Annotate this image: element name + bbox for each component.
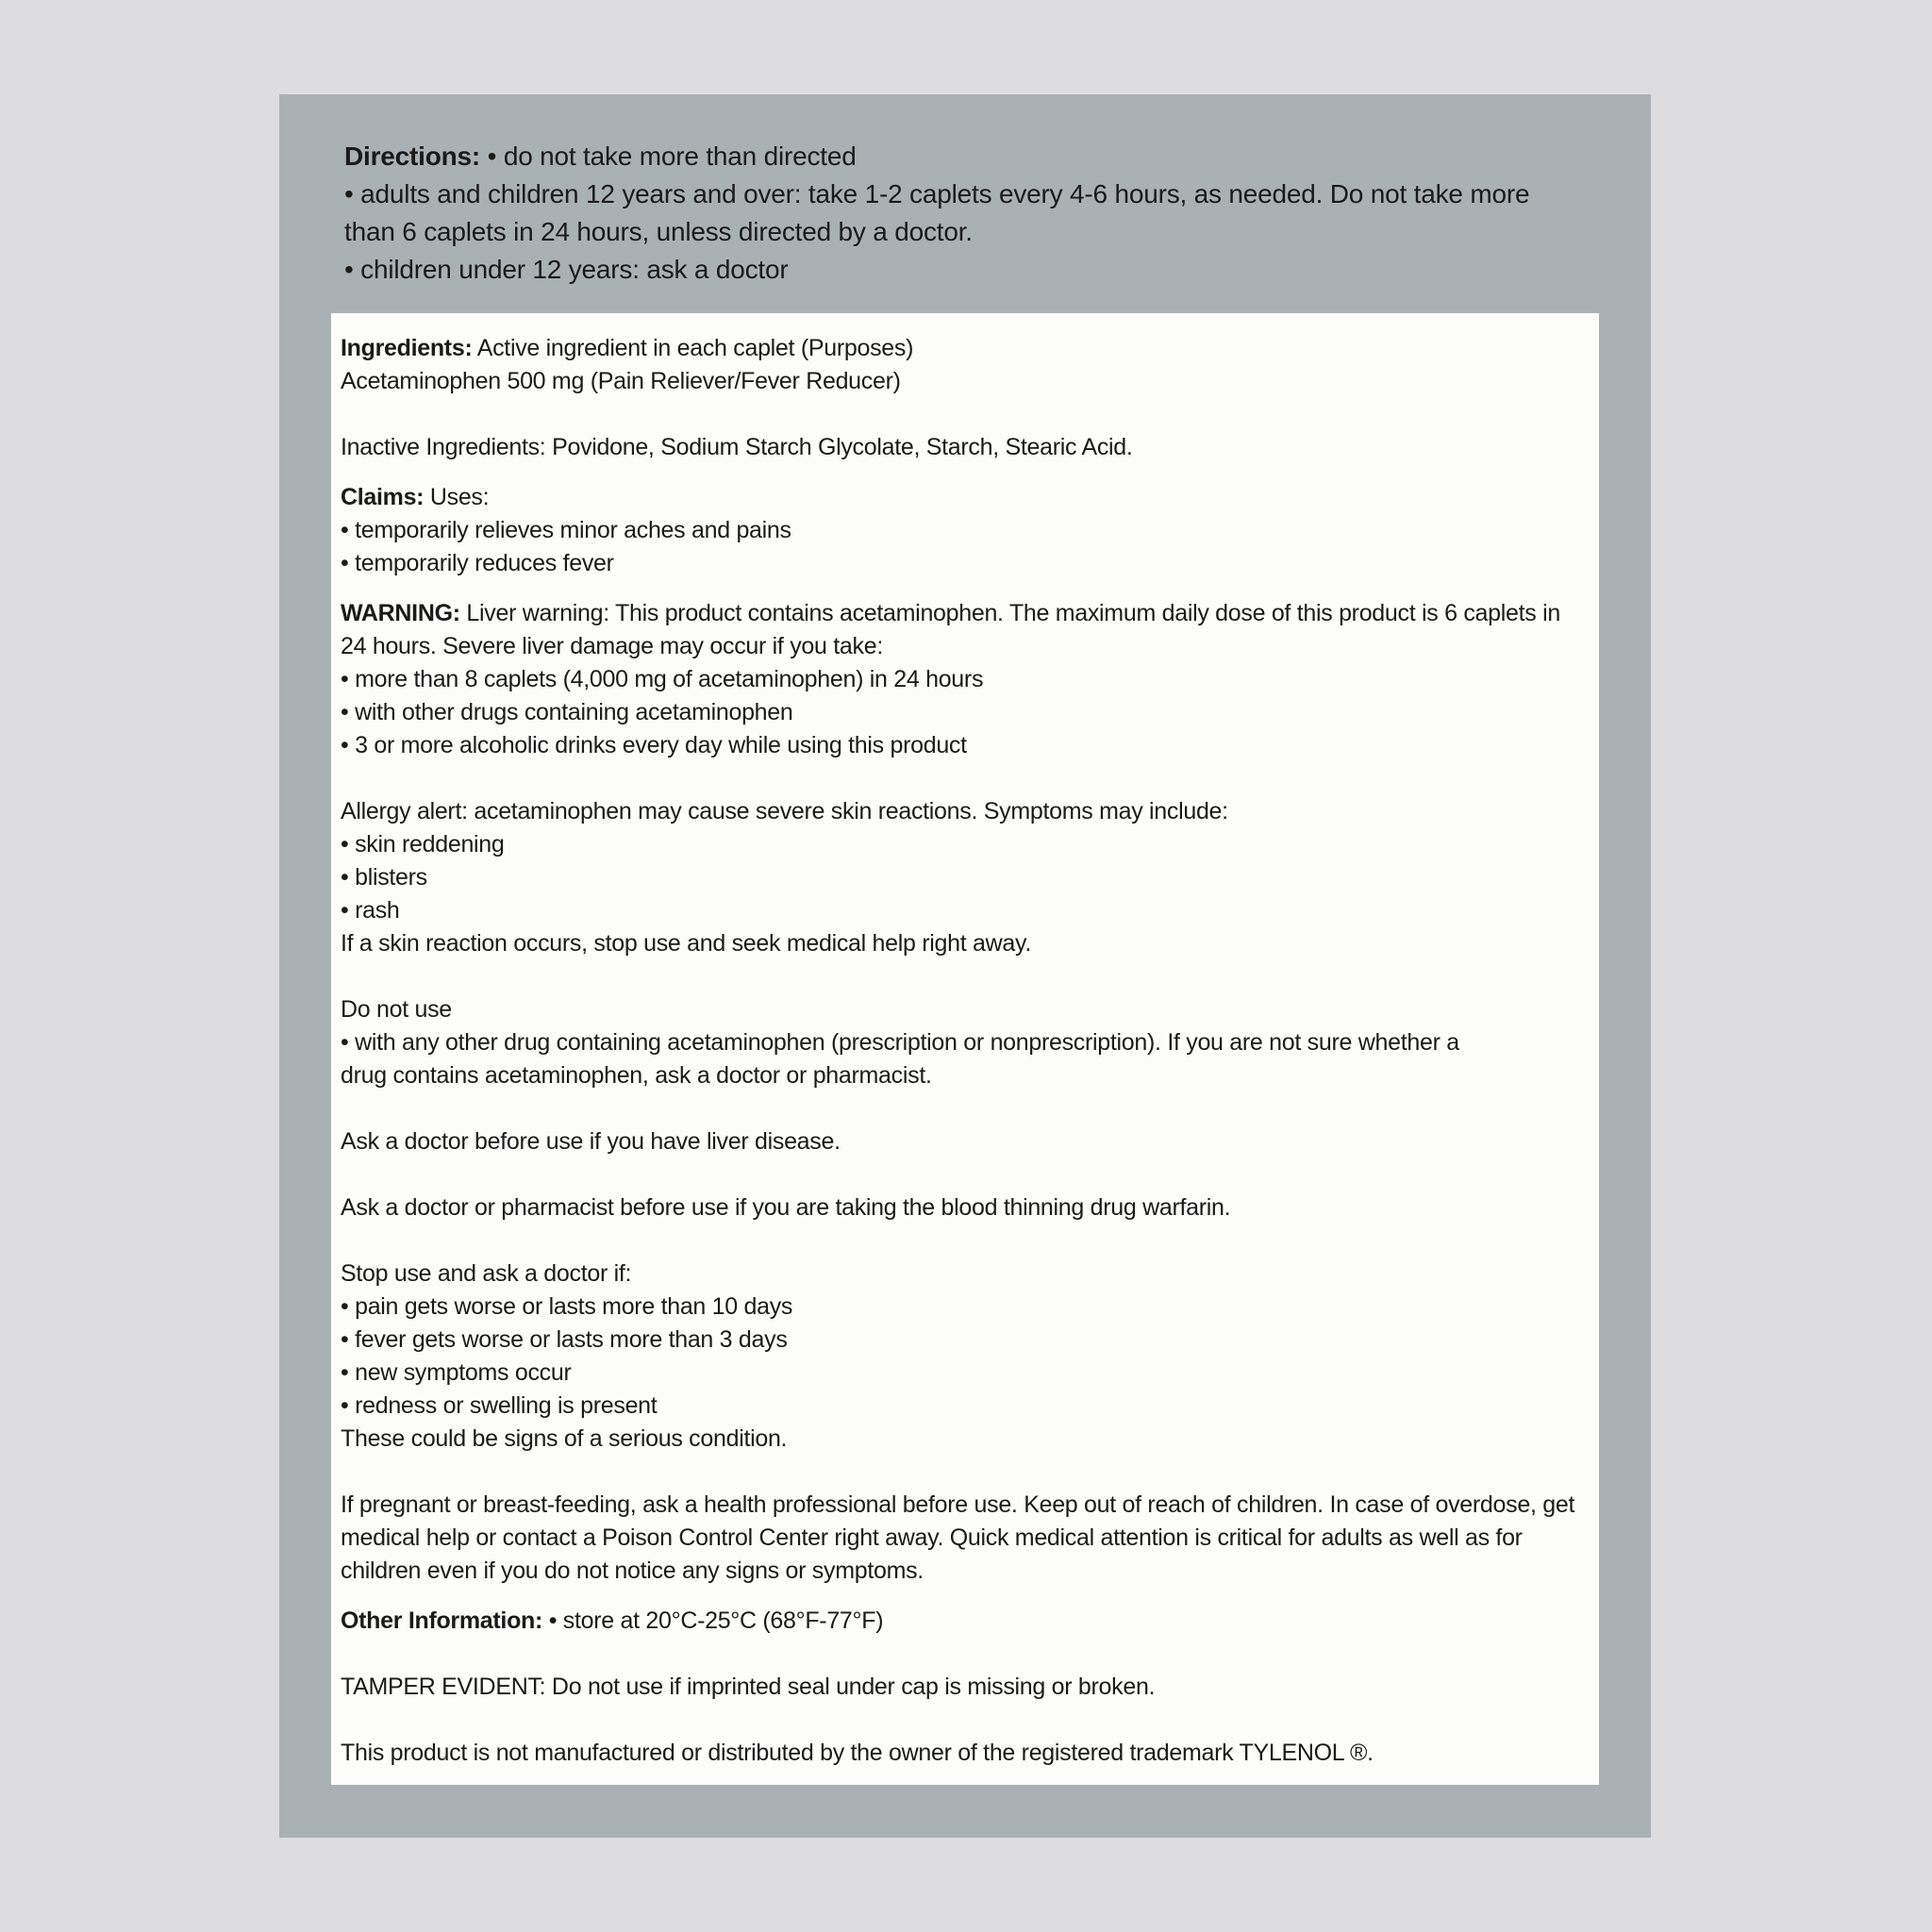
stop-use-item: • pain gets worse or lasts more than 10 days (341, 1293, 793, 1320)
directions-line (344, 138, 1608, 175)
directions-line: than 6 caplets in 24 hours, unless directed by a doctor. (344, 217, 973, 246)
allergy-item: • rash (341, 897, 400, 924)
other-info-text: • store at 20°C-25°C (68°F-77°F) (542, 1607, 884, 1634)
ingredients-line: Acetaminophen 500 mg (Pain Reliever/Fever Reducer) (341, 368, 901, 394)
warning-line: 24 hours. Severe liver damage may occur if you take: (341, 633, 883, 659)
allergy-outro: If a skin reaction occurs, stop use and seek medical help right away. (341, 930, 1031, 957)
other-info-heading: Other Information: (341, 1607, 543, 1634)
claims-item: • temporarily reduces fever (341, 550, 614, 576)
claims-text: Uses: (424, 484, 490, 510)
claims-heading: Claims: (341, 484, 425, 510)
pregnant-line: If pregnant or breast-feeding, ask a health professional before use. Keep out of reach of children. In case of overdose, get (341, 1491, 1575, 1518)
allergy-item: • blisters (341, 864, 427, 891)
stop-use-outro: These could be signs of a serious condition. (341, 1425, 788, 1452)
directions-heading: Directions: (344, 142, 481, 171)
tamper-evident: TAMPER EVIDENT: Do not use if imprinted seal under cap is missing or broken. (341, 1674, 1156, 1700)
allergy-intro: Allergy alert: acetaminophen may cause severe skin reactions. Symptoms may include: (341, 798, 1228, 824)
directions-section (344, 138, 1608, 289)
trademark-notice: This product is not manufactured or distributed by the owner of the registered trademark TYLENOL ®. (341, 1740, 1374, 1766)
stop-use-item: • redness or swelling is present (341, 1392, 658, 1419)
other-info-line (341, 1605, 1590, 1638)
inactive-ingredients: Inactive Ingredients: Povidone, Sodium Starch Glycolate, Starch, Stearic Acid. (341, 434, 1133, 460)
do-not-use-line: • with any other drug containing acetaminophen (prescription or nonprescription). If you are not sure whether a (341, 1029, 1459, 1056)
stop-use-item: • fever gets worse or lasts more than 3 days (341, 1326, 788, 1353)
warning-item: • 3 or more alcoholic drinks every day while using this product (341, 732, 967, 758)
warning-text: Liver warning: This product contains acetaminophen. The maximum daily dose of this product is 6 caplets in (459, 600, 1560, 626)
warning-line (341, 597, 1590, 630)
ingredients-text: Active ingredient in each caplet (Purposes) (472, 335, 914, 361)
ask-doctor-liver: Ask a doctor before use if you have liver disease. (341, 1128, 841, 1155)
warning-heading: WARNING: (341, 600, 460, 626)
ingredients-line (341, 332, 1590, 365)
stop-use-heading: Stop use and ask a doctor if: (341, 1260, 632, 1287)
ingredients-heading: Ingredients: (341, 335, 473, 361)
directions-line: • children under 12 years: ask a doctor (344, 255, 789, 284)
pregnant-line: medical help or contact a Poison Control Center right away. Quick medical attention is critical for adults as well as for (341, 1524, 1523, 1551)
pregnant-line: children even if you do not notice any signs or symptoms. (341, 1557, 924, 1584)
ask-doctor-warfarin: Ask a doctor or pharmacist before use if you are taking the blood thinning drug warfarin. (341, 1194, 1231, 1221)
stop-use-item: • new symptoms occur (341, 1359, 572, 1386)
claims-line (341, 481, 1590, 514)
claims-item: • temporarily relieves minor aches and pains (341, 517, 791, 543)
directions-text: • do not take more than directed (480, 142, 857, 171)
do-not-use-line: drug contains acetaminophen, ask a doctor or pharmacist. (341, 1062, 932, 1089)
warning-item: • with other drugs containing acetaminophen (341, 699, 793, 725)
directions-line: • adults and children 12 years and over: take 1-2 caplets every 4-6 hours, as needed. Do not take more (344, 179, 1530, 208)
warning-item: • more than 8 caplets (4,000 mg of acetaminophen) in 24 hours (341, 666, 984, 692)
do-not-use-heading: Do not use (341, 996, 452, 1023)
allergy-item: • skin reddening (341, 831, 505, 858)
label-info-box (331, 313, 1599, 1785)
